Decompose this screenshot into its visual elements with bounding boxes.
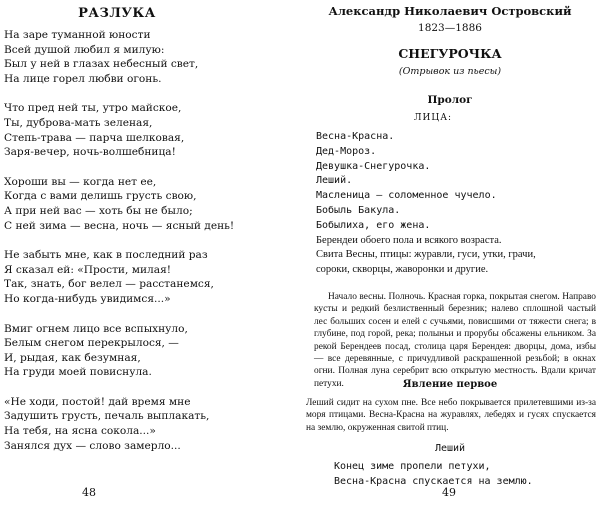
poem-line: Хороши вы — когда нет ее,: [4, 175, 157, 188]
cast-item: Берендеи обоего пола и всякого возраста.: [316, 234, 502, 246]
poem-line: Так, знать, бог велел — расстанемся,: [4, 278, 214, 291]
play-title: СНЕГУРОЧКА: [398, 46, 502, 61]
prolog-heading: Пролог: [427, 94, 473, 106]
cast-item: Весна-Красна.: [316, 131, 395, 142]
stanza: [4, 101, 234, 159]
cast-item: Девушка-Снегурочка.: [316, 160, 431, 172]
cast-list: [316, 130, 592, 278]
stage-direction-text: Начало весны. Полночь. Красная горка, покрытая снегом. Направо кусты и редкий безлиственный березник; налево сплошной частый лес больших сосен и елей с сучьями, повисшими от тяжести снега; в глубине, под горой, река; полыньи и прорубы обсажены ельником. За рекой Берендеев посад, столица царя Берендея: дворцы, дома, избы — все деревянные, с причудливой раскрашенной резьбой; в окнах огни. Полная луна серебрит всю открытую местность. Вдали кричат петухи.: [314, 292, 596, 389]
cast-item: Бобылиха, его жена.: [316, 219, 431, 231]
cast-item: сороки, скворцы, жаворонки и другие.: [316, 264, 489, 276]
poem-line: Белым снегом перекрылося, —: [4, 337, 179, 350]
poem-line: Вмиг огнем лицо все вспыхнуло,: [4, 322, 188, 335]
stanza: [4, 322, 234, 380]
poem-line: Степь-трава — парча шелковая,: [4, 131, 185, 144]
poem-line: Был у ней в глазах небесный свет,: [4, 58, 199, 71]
scene-direction-text: Леший сидит на сухом пне. Все небо покрывается прилетевшими из-за моря птицами. Весна-Красна на журавлях, лебедях и гусях спускается на землю, окруженная свитой птиц.: [306, 398, 596, 433]
right-page: [300, 0, 600, 507]
poem-line: И, рыдая, как безумная,: [4, 351, 141, 364]
cast-item: Леший.: [316, 175, 353, 187]
stage-direction: [314, 291, 596, 390]
author-years: 1823—1886: [418, 22, 482, 34]
scene-heading: Явление первое: [402, 379, 498, 390]
cast-item: Дед-Мороз.: [316, 145, 377, 157]
page-number: 48: [82, 486, 96, 499]
verse-line: Весна-Красна спускается на землю.: [334, 475, 533, 487]
stanza: [4, 395, 234, 453]
stanza: [4, 28, 234, 86]
left-page: [0, 0, 296, 507]
scene-direction: [306, 397, 596, 434]
poem-line: Не забыть мне, как в последний раз: [4, 249, 208, 262]
poem-line: С ней зима — весна, ночь — ясный день!: [4, 219, 235, 232]
author-name: Александр Николаевич Островский: [328, 4, 572, 18]
play-subtitle: (Отрывок из пьесы): [398, 66, 502, 77]
poem-line: Занялся дух — слово замерло...: [4, 439, 181, 452]
poem-body: [4, 28, 234, 468]
poem-line: Я сказал ей: «Прости, милая!: [4, 263, 172, 276]
poem-line: А при ней вас — хоть бы не было;: [4, 204, 193, 217]
poem-line: Но когда-нибудь увидимся...»: [4, 292, 171, 305]
cast-item: Свита Весны, птицы: журавли, гуси, утки, грачи,: [316, 249, 536, 261]
poem-line: Заря-вечер, ночь-волшебница!: [4, 146, 176, 159]
poem-line: Задушить грусть, печаль выплакать,: [4, 410, 210, 423]
poem-line: Ты, дуброва-мать зеленая,: [4, 116, 153, 129]
poem-line: Что пред ней ты, утро майское,: [4, 102, 182, 115]
poem-line: На лице горел любви огонь.: [4, 72, 162, 85]
cast-item: Бобыль Бакула.: [316, 204, 401, 216]
poem-line: На груди моей повиснула.: [4, 366, 152, 379]
poem-title: РАЗЛУКА: [78, 6, 156, 21]
page-number: 49: [442, 486, 456, 499]
verse-line: Конец зиме пропели петухи,: [334, 461, 491, 472]
poem-line: На заре туманной юности: [4, 29, 151, 41]
cast-heading: ЛИЦА:: [414, 113, 453, 123]
poem-line: На тебя, на ясна сокола...»: [4, 425, 156, 438]
speaker-name: Леший: [434, 443, 466, 454]
poem-line: «Не ходи, постой! дай время мне: [4, 395, 191, 408]
cast-item: Масленица — соломенное чучело.: [316, 190, 497, 202]
poem-line: Всей душой любил я милую:: [4, 43, 165, 56]
stanza: [4, 248, 234, 306]
poem-line: Когда с вами делишь грусть свою,: [4, 190, 197, 203]
speech-verse: [334, 460, 533, 489]
stanza: [4, 175, 234, 233]
